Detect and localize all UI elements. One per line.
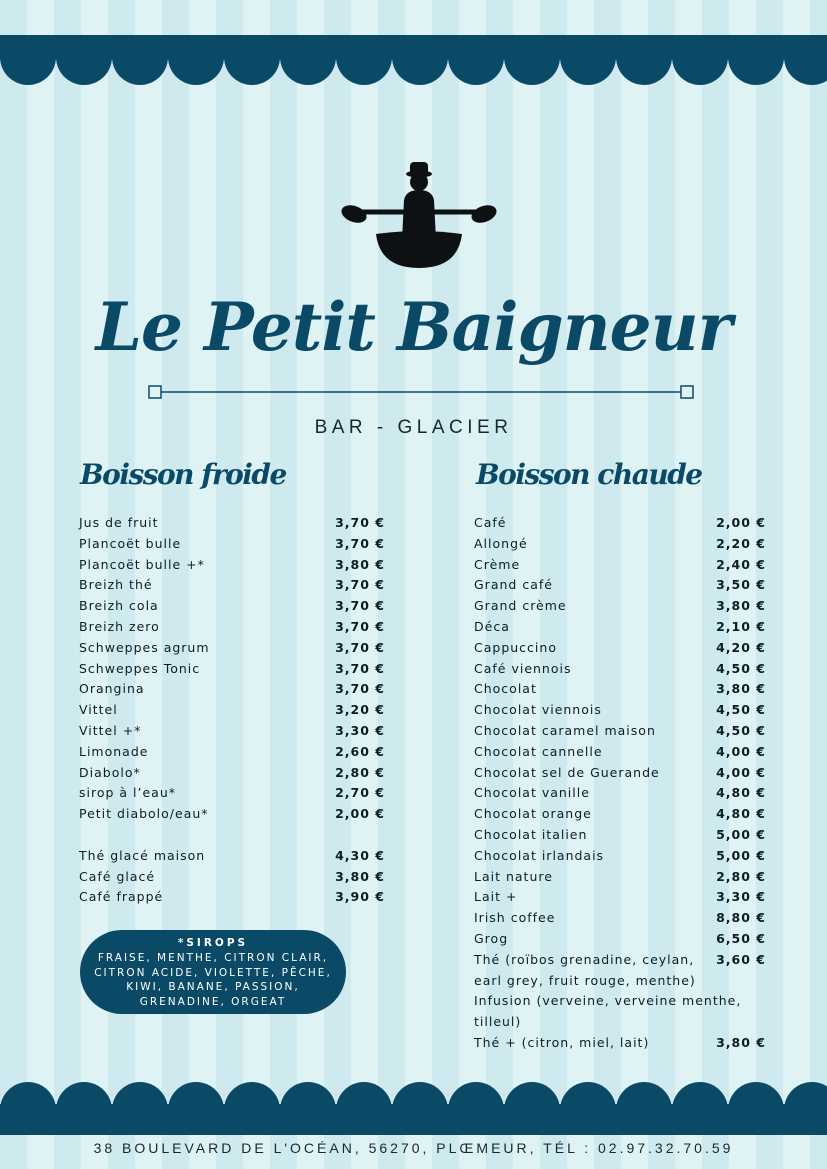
menu-item — [474, 575, 766, 596]
menu-item-name: Vittel — [79, 702, 118, 718]
scallop — [0, 1082, 56, 1135]
subtitle: BAR - GLACIER — [314, 417, 513, 438]
menu-item-name: Breizh thé — [79, 577, 153, 593]
menu-item-name: Chocolat viennois — [474, 702, 602, 718]
menu-item-price: 3,80 € — [716, 681, 766, 697]
menu-item — [79, 763, 385, 784]
menu-item-name: Petit diabolo/eau* — [79, 806, 209, 822]
menu-item-price: 4,80 € — [716, 785, 766, 801]
scallop — [728, 35, 784, 85]
menu-item-name — [79, 825, 385, 846]
menu-item-name: Schweppes agrum — [79, 639, 210, 655]
menu-item-name: Orangina — [79, 681, 145, 697]
menu-item-name: Allongé — [474, 535, 528, 551]
menu-item-name: Schweppes Tonic — [79, 660, 201, 676]
menu-item — [474, 887, 766, 908]
menu-item-name: Chocolat irlandais — [474, 847, 605, 863]
scallop — [168, 35, 224, 85]
menu-item-price: 3,70 € — [335, 535, 385, 551]
scallop — [560, 1082, 616, 1135]
scallop — [112, 35, 168, 85]
footer-address: 38 BOULEVARD DE L'OCÉAN, 56270, PLŒMEUR, TÉL : 02.97.32.70.59 — [93, 1140, 734, 1156]
menu-item-price: 5,00 € — [716, 826, 766, 842]
menu-item — [474, 783, 766, 804]
menu-item-price: 3,80 € — [335, 868, 385, 884]
menu-item — [474, 929, 766, 950]
menu-item-name: Breizh zero — [79, 618, 160, 634]
menu-item-name: Infusion (verveine, verveine menthe, tilleul) — [474, 993, 742, 1030]
menu-item-price: 2,40 € — [716, 556, 766, 572]
menu-item-name: Thé glacé maison — [79, 847, 206, 863]
menu-item — [474, 721, 766, 742]
scallop — [728, 1082, 784, 1135]
menu-item-name: Jus de fruit — [79, 515, 159, 530]
cold-drinks-title: Boisson froide — [80, 458, 286, 491]
top-scalloped-band — [0, 35, 827, 87]
menu-item-price: 2,70 € — [335, 785, 385, 801]
scallop — [504, 1082, 560, 1135]
scallop — [56, 35, 112, 85]
menu-item-price: 3,20 € — [335, 702, 385, 718]
menu-item-price: 6,50 € — [716, 930, 766, 946]
menu-item — [474, 991, 766, 1033]
scallop — [672, 1082, 728, 1135]
menu-item — [79, 575, 385, 596]
menu-item-name: Grog — [474, 930, 509, 946]
menu-item — [79, 846, 385, 867]
syrups-line: GRENADINE, ORGEAT — [139, 996, 287, 1009]
menu-item — [474, 908, 766, 929]
menu-item-price: 3,70 € — [335, 639, 385, 655]
menu-item-price: 3,90 € — [335, 889, 385, 905]
menu-item — [79, 513, 385, 534]
scallop — [56, 1082, 112, 1135]
menu-item-name: Plancoët bulle — [79, 535, 182, 551]
page-title: Le Petit Baigneur — [95, 288, 732, 366]
menu-item — [474, 804, 766, 825]
menu-item-name: Café glacé — [79, 868, 156, 884]
menu-item-name: Chocolat cannelle — [474, 743, 603, 759]
menu-item-name: sirop à l’eau* — [79, 785, 177, 801]
menu-item-price: 2,80 € — [716, 868, 766, 884]
menu-item-price: 4,20 € — [716, 639, 766, 655]
menu-item-name: Chocolat italien — [474, 826, 588, 842]
menu-item — [79, 555, 385, 576]
menu-item — [474, 617, 766, 638]
menu-item-price: 4,30 € — [335, 847, 385, 863]
menu-item-price: 3,80 € — [335, 556, 385, 572]
menu-item-name: Plancoët bulle +* — [79, 556, 205, 572]
menu-item-price: 2,10 € — [716, 618, 766, 634]
menu-item — [79, 783, 385, 804]
menu-item-name: Crème — [474, 556, 521, 572]
kayaker-icon — [338, 160, 500, 272]
menu-item-name: Diabolo* — [79, 764, 141, 780]
scallop — [0, 35, 56, 85]
menu-item — [79, 596, 385, 617]
menu-item — [79, 721, 385, 742]
bottom-scalloped-band — [0, 1080, 827, 1135]
menu-item-name: Chocolat vanille — [474, 785, 590, 801]
scallop — [336, 1082, 392, 1135]
menu-item — [474, 555, 766, 576]
menu-item-name: Thé + (citron, miel, lait) — [474, 1034, 650, 1050]
menu-item — [474, 659, 766, 680]
scallop — [168, 1082, 224, 1135]
menu-item-price: 3,70 € — [335, 515, 385, 530]
scallop — [392, 35, 448, 85]
menu-item-name: Grand café — [474, 577, 553, 593]
menu-item-name: Café viennois — [474, 660, 572, 676]
menu-item — [474, 679, 766, 700]
scallop — [448, 1082, 504, 1135]
menu-item-name: Irish coffee — [474, 910, 556, 926]
menu-item-price: 4,00 € — [716, 743, 766, 759]
menu-item-name: Lait + — [474, 889, 518, 905]
menu-item — [474, 534, 766, 555]
menu-item-name: Lait nature — [474, 868, 553, 884]
menu-item-price: 2,00 € — [716, 515, 766, 530]
title-divider — [148, 385, 694, 399]
menu-item — [79, 534, 385, 555]
menu-item-name: Chocolat sel de Guerande — [474, 764, 660, 780]
menu-item-price: 4,80 € — [716, 806, 766, 822]
menu-item-name: Vittel +* — [79, 722, 142, 738]
scallop — [224, 1082, 280, 1135]
menu-item — [474, 513, 766, 534]
menu-item-price: 5,00 € — [716, 847, 766, 863]
menu-item-name: Café — [474, 515, 507, 530]
menu-item-price: 3,30 € — [716, 889, 766, 905]
menu-item-price: 4,50 € — [716, 702, 766, 718]
scallop — [616, 1082, 672, 1135]
menu-item-price: 4,00 € — [716, 764, 766, 780]
menu-item — [474, 638, 766, 659]
syrups-line: FRAISE, MENTHE, CITRON CLAIR, — [97, 951, 329, 964]
scallop — [336, 35, 392, 85]
menu-item — [474, 700, 766, 721]
menu-item-price: 3,70 € — [335, 598, 385, 614]
menu-item-name: Café frappé — [79, 889, 164, 905]
scallop — [280, 35, 336, 85]
menu-item-name: Chocolat caramel maison — [474, 722, 656, 738]
menu-item-price: 8,80 € — [716, 910, 766, 926]
menu-item — [474, 1033, 766, 1054]
scallop — [504, 35, 560, 85]
menu-item — [79, 887, 385, 908]
menu-item — [79, 617, 385, 638]
menu-item-price: 4,50 € — [716, 660, 766, 676]
syrups-line: KIWI, BANANE, PASSION, — [126, 981, 300, 994]
menu-item — [474, 825, 766, 846]
menu-item-price: 3,70 € — [335, 681, 385, 697]
scallop — [784, 1082, 827, 1135]
menu-item — [79, 825, 385, 846]
menu-item — [79, 804, 385, 825]
hot-drinks-list — [474, 513, 766, 1054]
menu-item-name: Chocolat — [474, 681, 537, 697]
menu-item — [79, 638, 385, 659]
syrups-line: CITRON ACIDE, VIOLETTE, PÊCHE, — [94, 966, 332, 979]
scallop — [784, 35, 827, 85]
menu-item — [474, 950, 766, 992]
menu-item-price: 2,20 € — [716, 535, 766, 551]
menu-item-name: Cappuccino — [474, 639, 557, 655]
syrups-box — [80, 930, 346, 1014]
menu-item-price: 2,60 € — [335, 743, 385, 759]
menu-item-name: Limonade — [79, 743, 149, 759]
menu-item — [474, 596, 766, 617]
scallop — [224, 35, 280, 85]
menu-item — [474, 763, 766, 784]
scallop — [672, 35, 728, 85]
menu-item-price: 3,80 € — [716, 1034, 766, 1050]
menu-item — [79, 679, 385, 700]
menu-item — [79, 742, 385, 763]
menu-item-name: Chocolat orange — [474, 806, 592, 822]
menu-item — [79, 700, 385, 721]
scallop — [616, 35, 672, 85]
menu-item-name: Thé (roïbos grenadine, ceylan, earl grey, fruit rouge, menthe) — [474, 951, 696, 988]
menu-item-price: 3,70 € — [335, 660, 385, 676]
scallop — [392, 1082, 448, 1135]
scallop — [280, 1082, 336, 1135]
menu-item-price: 3,30 € — [335, 722, 385, 738]
menu-item-price: 3,70 € — [335, 577, 385, 593]
menu-item-price: 4,50 € — [716, 722, 766, 738]
menu-item-price: 2,00 € — [335, 806, 385, 822]
menu-item — [474, 846, 766, 867]
menu-item — [79, 659, 385, 680]
menu-item-price: 3,60 € — [716, 951, 766, 967]
menu-item-name: Breizh cola — [79, 598, 159, 614]
menu-item-price: 3,80 € — [716, 598, 766, 614]
cold-drinks-list — [79, 513, 385, 908]
menu-item-name: Déca — [474, 618, 510, 634]
menu-item-price: 2,80 € — [335, 764, 385, 780]
menu-item — [474, 867, 766, 888]
scallop — [448, 35, 504, 85]
menu-item-name: Grand crème — [474, 598, 567, 614]
scallop — [112, 1082, 168, 1135]
menu-item — [474, 742, 766, 763]
menu-item-price: 3,70 € — [335, 618, 385, 634]
syrups-title: *SIROPS — [177, 937, 249, 949]
menu-item-price: 3,50 € — [716, 577, 766, 593]
menu-item — [79, 867, 385, 888]
scallop — [560, 35, 616, 85]
hot-drinks-title: Boisson chaude — [476, 458, 702, 491]
